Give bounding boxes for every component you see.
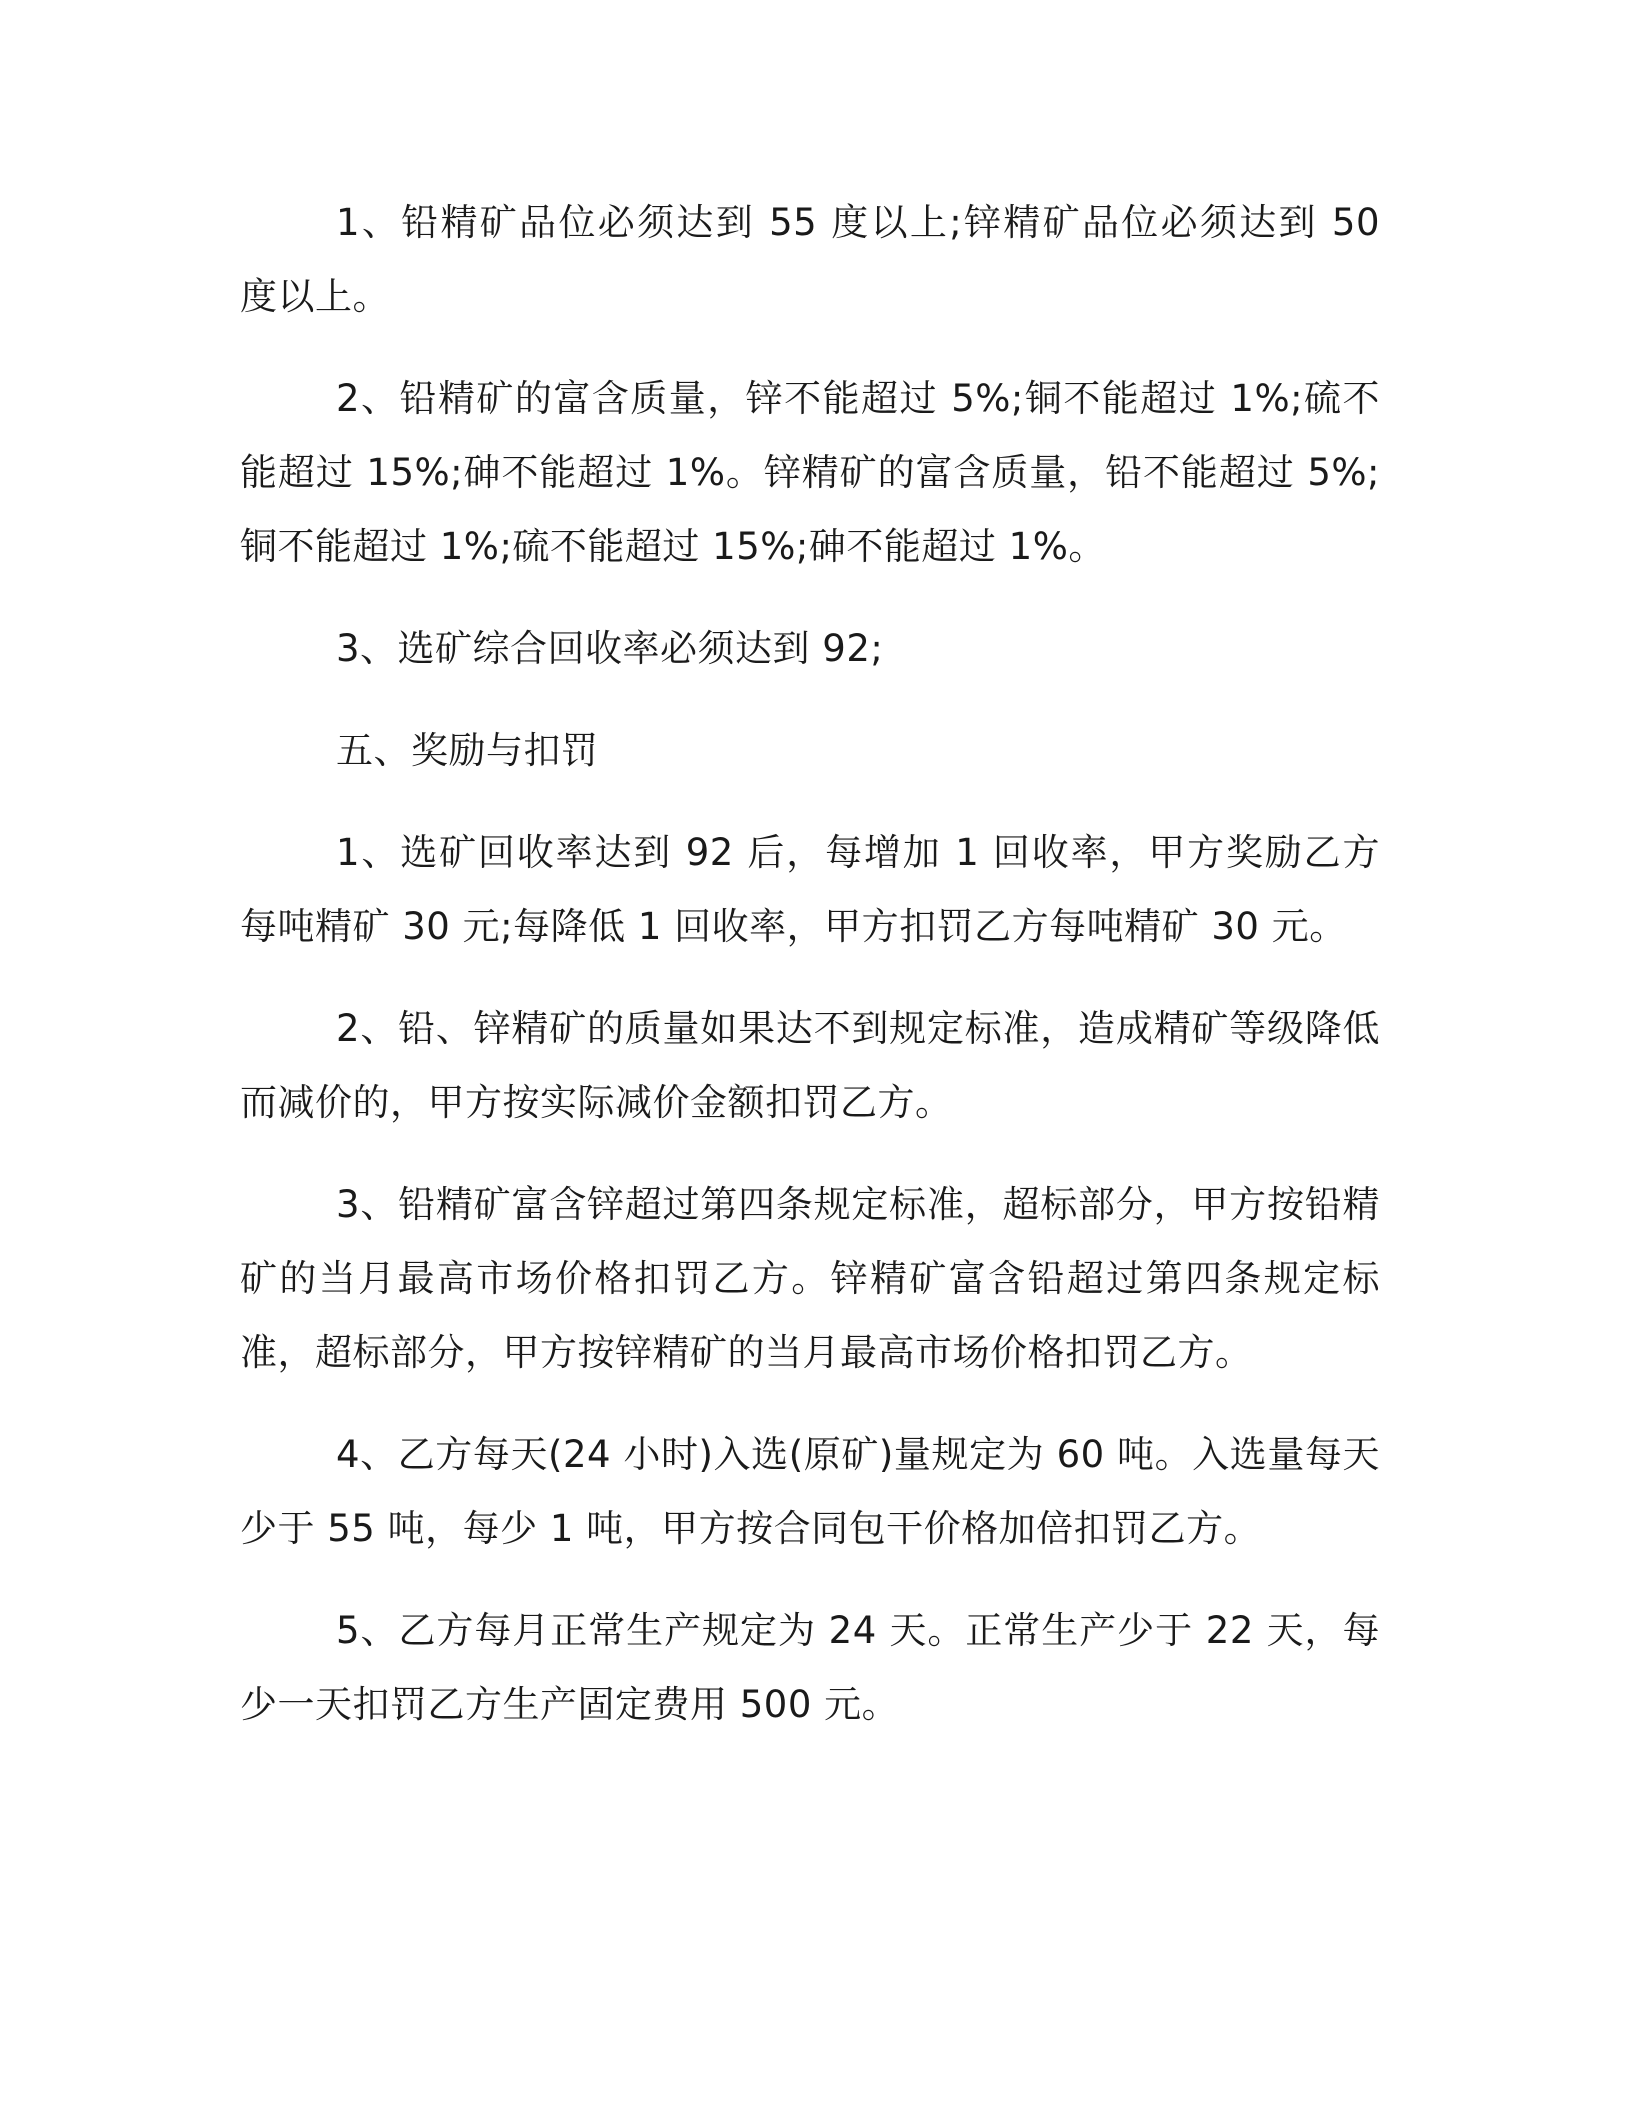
clause-paragraph: 1、铅精矿品位必须达到 55 度以上;锌精矿品位必须达到 50 度以上。: [240, 201, 1380, 318]
document-body: [240, 186, 1380, 1770]
clause-paragraph: 2、铅、锌精矿的质量如果达不到规定标准，造成精矿等级降低而减价的，甲方按实际减价金额扣罚乙方。: [240, 1007, 1380, 1124]
clause-paragraph: 2、铅精矿的富含质量，锌不能超过 5%;铜不能超过 1%;硫不能超过 15%;砷不能超过 1%。锌精矿的富含质量，铅不能超过 5%;铜不能超过 1%;硫不能超过 15%;砷不能超过 1%。: [240, 377, 1380, 568]
section-heading: 五、奖励与扣罚: [336, 729, 599, 772]
clause-paragraph: 3、铅精矿富含锌超过第四条规定标准，超标部分，甲方按铅精矿的当月最高市场价格扣罚乙方。锌精矿富含铅超过第四条规定标准，超标部分，甲方按锌精矿的当月最高市场价格扣罚乙方。: [240, 1183, 1380, 1374]
clause-paragraph: 5、乙方每月正常生产规定为 24 天。正常生产少于 22 天，每少一天扣罚乙方生产固定费用 500 元。: [240, 1609, 1380, 1726]
clause-paragraph: 3、选矿综合回收率必须达到 92;: [336, 627, 884, 670]
clause-paragraph: 1、选矿回收率达到 92 后，每增加 1 回收率，甲方奖励乙方每吨精矿 30 元;每降低 1 回收率，甲方扣罚乙方每吨精矿 30 元。: [240, 831, 1380, 948]
clause-paragraph: 4、乙方每天(24 小时)入选(原矿)量规定为 60 吨。入选量每天少于 55 吨，每少 1 吨，甲方按合同包干价格加倍扣罚乙方。: [240, 1433, 1380, 1550]
